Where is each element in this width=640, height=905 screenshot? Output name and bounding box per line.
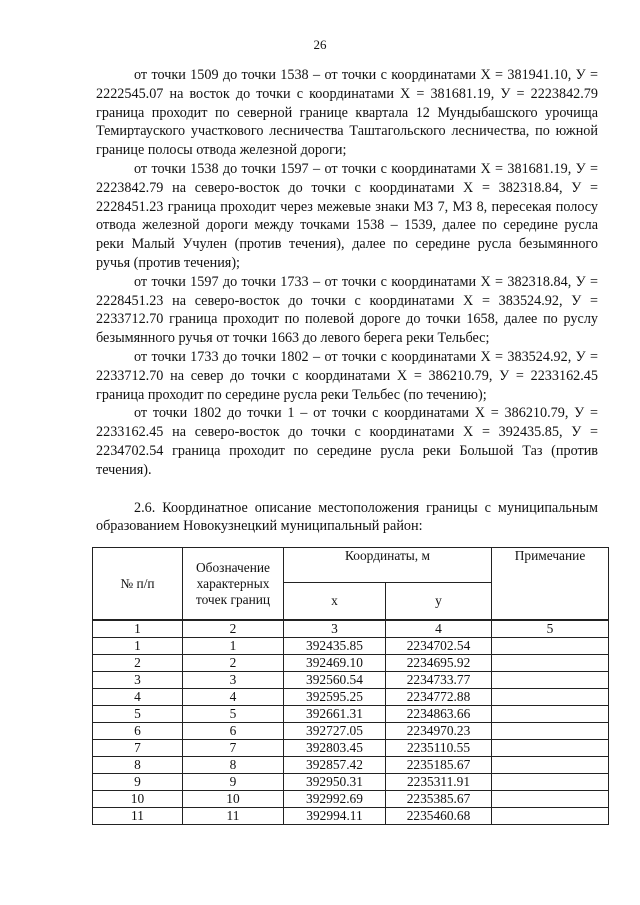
cell-number: 8 <box>93 757 183 774</box>
cell-note <box>492 791 609 808</box>
cell-number: 9 <box>93 774 183 791</box>
table-row <box>93 740 609 757</box>
cell-y: 2234733.77 <box>386 672 492 689</box>
cell-y: 2235110.55 <box>386 740 492 757</box>
header-designation: Обозначение характерных точек границ <box>183 548 284 621</box>
table-row <box>93 808 609 825</box>
paragraph: от точки 1733 до точки 1802 – от точки с координатами Х = 383524.92, У = 2233712.70 на север до точки с координатами Х = 386210.79, У = 2233162.45 граница проходит по середине русла реки Тельбес (по течению); <box>96 348 598 403</box>
cell-point: 10 <box>183 791 284 808</box>
table-row <box>93 655 609 672</box>
cell-y: 2235460.68 <box>386 808 492 825</box>
column-index: 3 <box>284 620 386 638</box>
cell-y: 2234772.88 <box>386 689 492 706</box>
cell-x: 392661.31 <box>284 706 386 723</box>
cell-y: 2235185.67 <box>386 757 492 774</box>
cell-x: 392727.05 <box>284 723 386 740</box>
header-y: y <box>386 583 492 621</box>
document-body <box>96 66 598 536</box>
cell-point: 2 <box>183 655 284 672</box>
table-row <box>93 706 609 723</box>
cell-x: 392560.54 <box>284 672 386 689</box>
section-heading: 2.6. Координатное описание местоположения границы с муниципальным образованием Новокузнецкий муниципальный район: <box>96 499 598 535</box>
cell-number: 2 <box>93 655 183 672</box>
cell-number: 5 <box>93 706 183 723</box>
cell-number: 3 <box>93 672 183 689</box>
paragraph: от точки 1509 до точки 1538 – от точки с координатами Х = 381941.10, У = 2222545.07 на восток до точки с координатами Х = 381681.19, У = 2223842.79 граница проходит по северной границе квартала 12 Мундыбашского урочища Темиртауского участкового лесничества Таштагольского лесничества, по южной границе полосы отвода железной дороги; <box>96 67 598 159</box>
cell-x: 392595.25 <box>284 689 386 706</box>
cell-point: 4 <box>183 689 284 706</box>
cell-y: 2234970.23 <box>386 723 492 740</box>
table-row <box>93 774 609 791</box>
cell-note <box>492 808 609 825</box>
column-index: 1 <box>93 620 183 638</box>
cell-number: 10 <box>93 791 183 808</box>
cell-x: 392435.85 <box>284 638 386 655</box>
header-coordinates: Координаты, м <box>284 548 492 583</box>
cell-note <box>492 638 609 655</box>
cell-note <box>492 706 609 723</box>
cell-point: 7 <box>183 740 284 757</box>
paragraph: от точки 1597 до точки 1733 – от точки с координатами Х = 382318.84, У = 2228451.23 на северо-восток до точки с координатами Х = 383524.92, У = 2233712.70 граница проходит по полевой дороге до точки 1658, далее по руслу безымянного ручья от точки 1663 до левого берега реки Тельбес; <box>96 273 598 347</box>
cell-point: 3 <box>183 672 284 689</box>
cell-point: 6 <box>183 723 284 740</box>
cell-number: 1 <box>93 638 183 655</box>
header-number: № п/п <box>93 548 183 621</box>
cell-y: 2235385.67 <box>386 791 492 808</box>
paragraph: от точки 1802 до точки 1 – от точки с координатами Х = 386210.79, У = 2233162.45 на северо-восток до точки с координатами Х = 392435.85, У = 2234702.54 граница проходит по середине русла реки Большой Таз (против течения). <box>96 405 598 478</box>
cell-number: 4 <box>93 689 183 706</box>
cell-x: 392857.42 <box>284 757 386 774</box>
cell-note <box>492 655 609 672</box>
cell-point: 9 <box>183 774 284 791</box>
cell-x: 392992.69 <box>284 791 386 808</box>
cell-point: 1 <box>183 638 284 655</box>
cell-point: 8 <box>183 757 284 774</box>
table-row <box>93 672 609 689</box>
cell-note <box>492 723 609 740</box>
page-number: 26 <box>313 37 327 52</box>
header-x: x <box>284 583 386 621</box>
cell-note <box>492 689 609 706</box>
cell-y: 2234702.54 <box>386 638 492 655</box>
table-row <box>93 689 609 706</box>
column-index-row <box>93 620 609 638</box>
cell-y: 2234863.66 <box>386 706 492 723</box>
cell-y: 2235311.91 <box>386 774 492 791</box>
cell-x: 392950.31 <box>284 774 386 791</box>
cell-number: 7 <box>93 740 183 757</box>
cell-y: 2234695.92 <box>386 655 492 672</box>
coordinates-table <box>92 547 609 825</box>
paragraph: от точки 1538 до точки 1597 – от точки с координатами Х = 381681.19, У = 2223842.79 на северо-восток до точки с координатами Х = 382318.84, У = 2228451.23 граница проходит через межевые знаки МЗ 7, МЗ 8, пересекая полосу отвода железной дороги между точками 1538 – 1539, далее по середине русла реки Малый Учулен (против течения), далее по середине русла безымянного ручья (против течения); <box>96 160 598 271</box>
table-row <box>93 791 609 808</box>
cell-x: 392469.10 <box>284 655 386 672</box>
cell-number: 6 <box>93 723 183 740</box>
table-row <box>93 757 609 774</box>
cell-note <box>492 774 609 791</box>
cell-note <box>492 757 609 774</box>
cell-point: 11 <box>183 808 284 825</box>
cell-note <box>492 672 609 689</box>
cell-x: 392803.45 <box>284 740 386 757</box>
column-index: 4 <box>386 620 492 638</box>
column-index: 2 <box>183 620 284 638</box>
header-note: Примечание <box>492 548 609 621</box>
table-row <box>93 723 609 740</box>
cell-point: 5 <box>183 706 284 723</box>
column-index: 5 <box>492 620 609 638</box>
cell-number: 11 <box>93 808 183 825</box>
cell-x: 392994.11 <box>284 808 386 825</box>
cell-note <box>492 740 609 757</box>
table-row <box>93 638 609 655</box>
